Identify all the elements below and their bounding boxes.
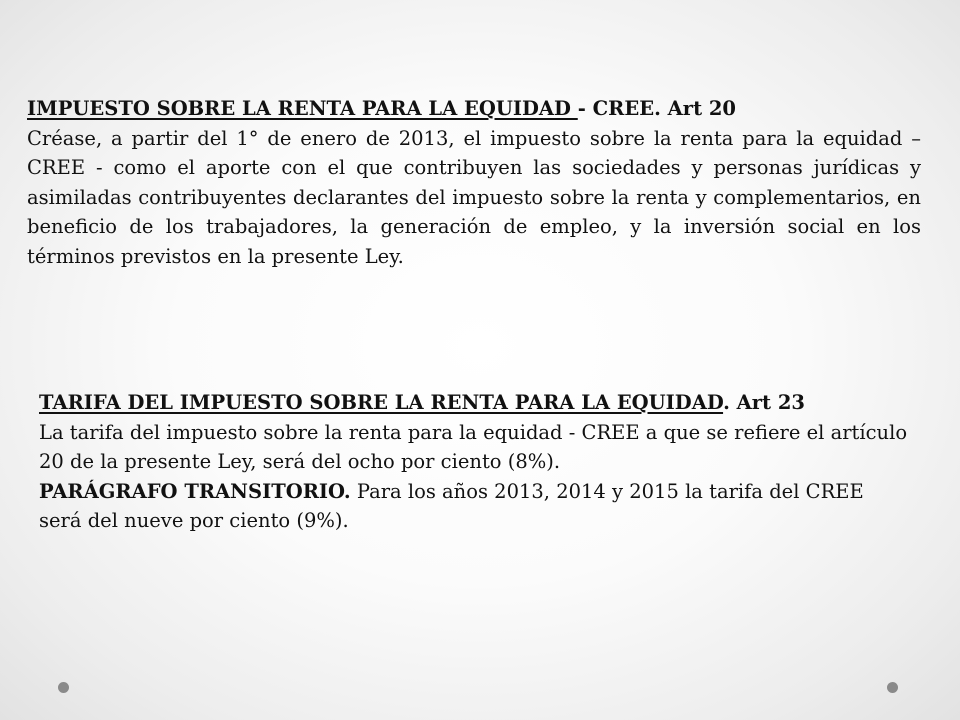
heading-underlined-text: IMPUESTO SOBRE LA RENTA PARA LA EQUIDAD (27, 97, 578, 120)
transitory-paragraph (39, 477, 912, 536)
decorative-dot-right (887, 682, 898, 693)
cree-article-23-heading (39, 388, 912, 418)
cree-article-20-body: Créase, a partir del 1° de enero de 2013, el impuesto sobre la renta para la equidad – CREE - como el aporte con el que contribuyen las sociedades y personas jurídicas y asimiladas contribuyentes declarantes del impuesto sobre la renta y complementarios, en beneficio de los trabajadores, la generación de empleo, y la inversión social en los términos previstos en la presente Ley. (27, 126, 921, 268)
heading-article-ref: . Art 23 (723, 391, 805, 414)
cree-rate-article-23-section (39, 388, 912, 536)
heading-underlined-text: TARIFA DEL IMPUESTO SOBRE LA RENTA PARA LA EQUIDAD (39, 391, 724, 414)
decorative-dot-left (58, 682, 69, 693)
cree-rate-body: La tarifa del impuesto sobre la renta para la equidad - CREE a que se refiere el artículo 20 de la presente Ley, será del ocho por ciento (8%). (39, 420, 908, 473)
heading-article-ref: - CREE. Art 20 (577, 97, 736, 120)
transitory-label: PARÁGRAFO TRANSITORIO. (39, 479, 351, 503)
transitory-text: Para los años 2013, 2014 y 2015 la tarifa del CREE será del nueve por ciento (9%). (39, 479, 864, 532)
cree-article-20-heading (27, 94, 921, 124)
cree-article-20-section (27, 94, 921, 271)
